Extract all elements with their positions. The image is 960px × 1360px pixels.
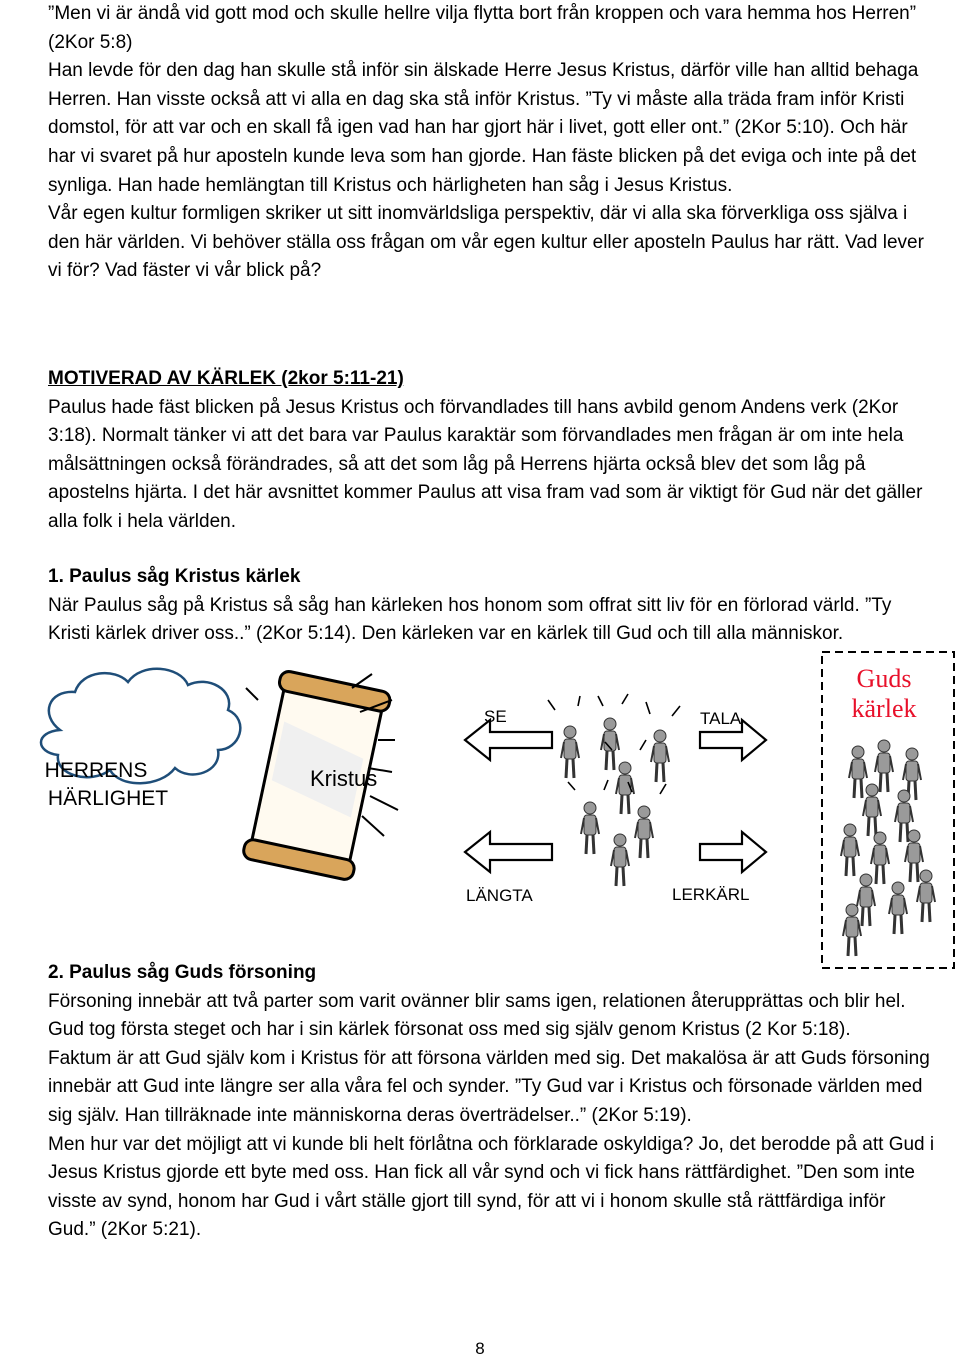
cloud-label-1: HERRENS xyxy=(44,759,148,782)
intro-paragraph: Vår egen kultur formligen skriker ut sitt inomvärldsliga perspektiv, där vi alla ska förverkliga oss själva i den här världen. Vi behöver ställa oss frågan om vår egen kultur eller aposteln Paulus har rätt. Vad lever vi för? Vad fäster vi vår blick på? xyxy=(48,203,924,282)
section-paragraph: Försoning innebär att två parter som varit ovänner blir sams igen, relationen återupprättas och blir hel. Gud tog första steget och har i sin kärlek försonat oss med sig själv genom Kristus (2 Kor 5:18). xyxy=(48,990,906,1041)
section-paragraph: Men hur var det möjligt att vi kunde bli helt förlåtna och förklarade oskyldiga? Jo, det berodde på att Gud i Jesus Kristus gjorde ett byte med oss. Han fick all vår synd och vi fick hans rättfärdighet. ”Den som inte visste av synd, honom har Gud i vårt ställe gjort till synd, för att vi i honom skulle stå rättfärdiga inför Gud.” (2Kor 5:21). xyxy=(48,1133,935,1241)
guds-label-2: kärlek xyxy=(851,694,917,723)
arrow-label-langta: LÄNGTA xyxy=(466,886,533,905)
section-2 xyxy=(48,959,938,1245)
section-heading: 2. Paulus såg Guds försoning xyxy=(48,962,317,983)
people-group xyxy=(561,718,669,886)
guds-label-1: Guds xyxy=(856,664,912,693)
arrow-label-lerkarl: LERKÄRL xyxy=(672,885,750,904)
section-paragraph: Faktum är att Gud själv kom i Kristus för att försona världen med sig. Det makalösa är att Guds försoning innebär att Gud inte längre ser alla våra fel och synder. ”Ty Gud var i Kristus och försonade världen med sig själv. Han tillräknade inte människorna deras överträdelser..” (2Kor 5:19). xyxy=(48,1047,930,1126)
intro-paragraph: Han levde för den dag han skulle stå inför sin älskade Herre Jesus Kristus, därför ville han alltid behaga Herren. Han visste också att vi alla en dag ska stå inför Kristus. ”Ty vi måste alla träda fram inför Kristi domstol, för att var och en skall få igen vad han har gjort här i livet, gott eller ont.” (2Kor 5:10). Och här har vi svaret på hur aposteln kunde leva som han gjorde. Han fäste blicken på det eviga och inte på det synliga. Han hade hemlängtan till Kristus och härligheten han såg i Jesus Kristus. xyxy=(48,60,919,196)
arrow-label-tala: TALA xyxy=(700,709,742,728)
arrow-right-lerkarl xyxy=(700,832,766,872)
intro-text xyxy=(48,0,938,286)
section-heading: 1. Paulus såg Kristus kärlek xyxy=(48,566,301,587)
kristus-diagram xyxy=(0,640,960,970)
section-motiverad xyxy=(48,365,938,537)
section-body: När Paulus såg på Kristus så såg han kärleken hos honom som offrat sitt liv för en förlorad värld. ”Ty Kristi kärlek driver oss..” (2Kor 5:14). Den kärleken var en kärlek till Gud och till alla människor. xyxy=(48,594,892,645)
arrow-left-langta xyxy=(465,832,552,872)
people-crowd xyxy=(841,740,935,956)
section-1 xyxy=(48,563,938,649)
scroll-label: Kristus xyxy=(310,766,378,791)
section-heading: MOTIVERAD AV KÄRLEK (2kor 5:11-21) xyxy=(48,368,404,389)
section-body: Paulus hade fäst blicken på Jesus Kristus och förvandlades till hans avbild genom Andens verk (2Kor 3:18). Normalt tänker vi att det bara var Paulus karaktär som förvandlades men frågan är om inte hela målsättningen också förändrades, så att det som låg på Herrens hjärta också blev det som låg på apostelns hjärta. I det här avsnittet kommer Paulus att visa fram vad som är viktigt för Gud när det gäller alla folk i hela världen. xyxy=(48,396,923,532)
page-number: 8 xyxy=(475,1339,485,1358)
cloud-label-2: HÄRLIGHET xyxy=(47,787,169,810)
arrow-left-se xyxy=(465,720,552,760)
arrow-label-se: SE xyxy=(484,707,507,726)
intro-paragraph: ”Men vi är ändå vid gott mod och skulle hellre vilja flytta bort från kroppen och vara hemma hos Herren” (2Kor 5:8) xyxy=(48,3,917,53)
